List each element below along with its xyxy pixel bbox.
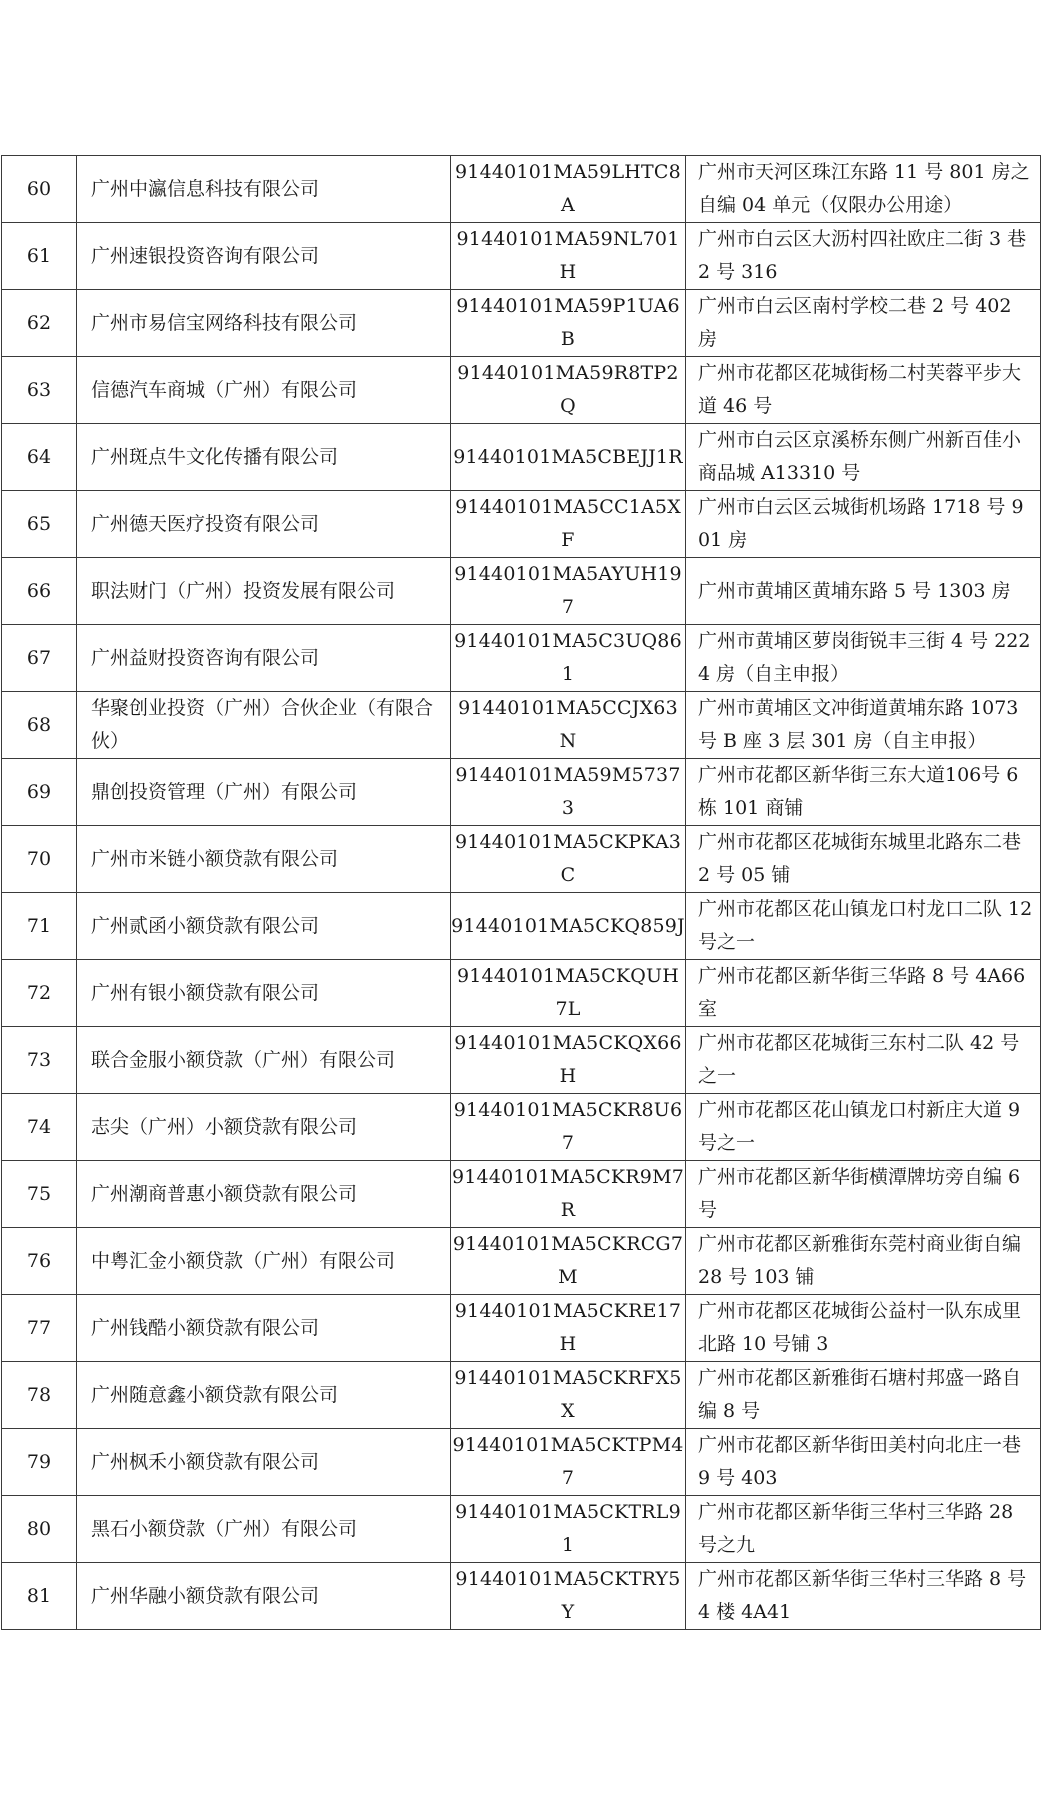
table-row: [2, 1094, 1041, 1161]
company-name-text: 广州德天医疗投资有限公司: [91, 512, 320, 535]
table-row: [2, 290, 1041, 357]
address-text: 广州市白云区大沥村四社欧庄二街 3 巷 2 号 316: [698, 228, 1027, 283]
company-name-cell: [77, 491, 451, 558]
company-name-text: 广州潮商普惠小额贷款有限公司: [91, 1182, 358, 1205]
company-name-cell: [77, 424, 451, 491]
table-row: [2, 558, 1041, 625]
credit-code-cell: [451, 692, 686, 759]
table-row: [2, 424, 1041, 491]
credit-code-cell: [451, 558, 686, 625]
company-registry-table: [1, 155, 1041, 1630]
address-cell: [686, 558, 1041, 625]
table-row: [2, 1161, 1041, 1228]
row-number-text: 71: [26, 914, 52, 937]
table-row: [2, 1027, 1041, 1094]
company-name-text: 广州华融小额贷款有限公司: [91, 1584, 320, 1607]
row-number-text: 67: [26, 646, 52, 669]
company-name-text: 志尖（广州）小额贷款有限公司: [91, 1115, 358, 1138]
credit-code-text: 91440101MA5CKPKA3C: [454, 831, 682, 886]
company-name-text: 职法财门（广州）投资发展有限公司: [91, 579, 396, 602]
credit-code-cell: [451, 826, 686, 893]
address-cell: [686, 893, 1041, 960]
company-name-text: 广州随意鑫小额贷款有限公司: [91, 1383, 339, 1406]
credit-code-text: 91440101MA5CC1A5XF: [455, 496, 681, 551]
company-name-text: 广州益财投资咨询有限公司: [91, 646, 320, 669]
address-text: 广州市花都区新华街三东大道106号 6 栋 101 商铺: [698, 764, 1019, 819]
row-number-text: 74: [26, 1115, 52, 1138]
company-name-cell: [77, 692, 451, 759]
company-name-cell: [77, 1429, 451, 1496]
table-body: [2, 156, 1041, 1630]
company-name-cell: [77, 1228, 451, 1295]
credit-code-text: 91440101MA5CKTRL91: [455, 1501, 681, 1556]
row-number-cell: [2, 960, 77, 1027]
row-number-text: 75: [26, 1182, 52, 1205]
row-number-text: 61: [26, 244, 52, 267]
address-cell: [686, 424, 1041, 491]
credit-code-cell: [451, 357, 686, 424]
row-number-text: 65: [26, 512, 52, 535]
row-number-text: 79: [26, 1450, 52, 1473]
row-number-text: 63: [26, 378, 52, 401]
company-name-text: 鼎创投资管理（广州）有限公司: [91, 780, 358, 803]
address-cell: [686, 759, 1041, 826]
company-name-cell: [77, 1161, 451, 1228]
address-text: 广州市花都区花城街公益村一队东成里北路 10 号铺 3: [698, 1300, 1022, 1355]
row-number-text: 66: [26, 579, 52, 602]
row-number-cell: [2, 1496, 77, 1563]
credit-code-text: 91440101MA5CKR8U67: [453, 1099, 683, 1154]
row-number-cell: [2, 1161, 77, 1228]
company-name-text: 联合金服小额贷款（广州）有限公司: [91, 1048, 396, 1071]
company-name-cell: [77, 893, 451, 960]
address-text: 广州市花都区新华街三华村三华路 8 号 4 楼 4A41: [698, 1568, 1027, 1623]
company-name-cell: [77, 625, 451, 692]
address-text: 广州市黄埔区萝岗街锐丰三街 4 号 2224 房（自主申报）: [698, 630, 1031, 685]
address-text: 广州市花都区新雅街东莞村商业街自编 28 号 103 铺: [698, 1233, 1022, 1288]
credit-code-text: 91440101MA5AYUH197: [454, 563, 682, 618]
address-text: 广州市花都区新华街田美村向北庄一巷 9 号 403: [698, 1434, 1022, 1489]
company-name-cell: [77, 357, 451, 424]
company-name-cell: [77, 1094, 451, 1161]
credit-code-text: 91440101MA59NL701H: [456, 228, 680, 283]
table-row: [2, 960, 1041, 1027]
table-row: [2, 1228, 1041, 1295]
address-cell: [686, 223, 1041, 290]
credit-code-cell: [451, 1362, 686, 1429]
address-cell: [686, 1027, 1041, 1094]
row-number-cell: [2, 1563, 77, 1630]
credit-code-text: 91440101MA59P1UA6B: [456, 295, 680, 350]
credit-code-text: 91440101MA5CCJX63N: [458, 697, 678, 752]
row-number-text: 78: [26, 1383, 52, 1406]
row-number-cell: [2, 1094, 77, 1161]
credit-code-text: 91440101MA5CKRCG7M: [452, 1233, 684, 1288]
address-text: 广州市花都区花山镇龙口村新庄大道 9 号之一: [698, 1099, 1021, 1154]
address-text: 广州市花都区花山镇龙口村龙口二队 12 号之一: [698, 898, 1033, 953]
address-cell: [686, 156, 1041, 223]
table-row: [2, 759, 1041, 826]
row-number-cell: [2, 625, 77, 692]
credit-code-text: 91440101MA5CKR9M7R: [451, 1166, 685, 1221]
credit-code-text: 91440101MA5CKTPM47: [452, 1434, 684, 1489]
credit-code-text: 91440101MA59M57373: [455, 764, 681, 819]
table-row: [2, 625, 1041, 692]
row-number-cell: [2, 1362, 77, 1429]
address-cell: [686, 1563, 1041, 1630]
table-row: [2, 357, 1041, 424]
address-text: 广州市花都区新华街三华村三华路 28 号之九: [698, 1501, 1014, 1556]
row-number-cell: [2, 223, 77, 290]
address-cell: [686, 491, 1041, 558]
row-number-text: 62: [26, 311, 52, 334]
company-name-text: 中粤汇金小额贷款（广州）有限公司: [91, 1249, 396, 1272]
address-text: 广州市白云区京溪桥东侧广州新百佳小商品城 A13310 号: [698, 429, 1022, 484]
credit-code-cell: [451, 625, 686, 692]
address-text: 广州市花都区新华街三华路 8 号 4A66 室: [698, 965, 1026, 1020]
company-name-text: 广州有银小额贷款有限公司: [91, 981, 320, 1004]
credit-code-text: 91440101MA5CKTRY5Y: [455, 1568, 681, 1623]
row-number-text: 70: [26, 847, 52, 870]
company-name-cell: [77, 826, 451, 893]
table-row: [2, 1563, 1041, 1630]
row-number-cell: [2, 424, 77, 491]
credit-code-cell: [451, 424, 686, 491]
company-name-text: 广州速银投资咨询有限公司: [91, 244, 320, 267]
credit-code-text: 91440101MA5C3UQ861: [454, 630, 682, 685]
credit-code-cell: [451, 1563, 686, 1630]
credit-code-cell: [451, 893, 686, 960]
company-name-cell: [77, 1295, 451, 1362]
address-text: 广州市花都区花城街杨二村芙蓉平步大道 46 号: [698, 362, 1022, 417]
row-number-text: 73: [26, 1048, 52, 1071]
row-number-cell: [2, 491, 77, 558]
address-text: 广州市白云区南村学校二巷 2 号 402 房: [698, 295, 1012, 350]
credit-code-cell: [451, 1228, 686, 1295]
row-number-cell: [2, 826, 77, 893]
address-text: 广州市黄埔区文冲街道黄埔东路 1073 号 B 座 3 层 301 房（自主申报）: [698, 697, 1019, 752]
address-text: 广州市黄埔区黄埔东路 5 号 1303 房: [698, 579, 1011, 602]
address-cell: [686, 1429, 1041, 1496]
row-number-cell: [2, 1228, 77, 1295]
credit-code-text: 91440101MA59R8TP2Q: [457, 362, 679, 417]
company-name-cell: [77, 960, 451, 1027]
row-number-cell: [2, 156, 77, 223]
address-cell: [686, 960, 1041, 1027]
credit-code-cell: [451, 491, 686, 558]
credit-code-text: 91440101MA5CKQUH7L: [456, 965, 680, 1020]
company-name-cell: [77, 759, 451, 826]
row-number-text: 80: [26, 1517, 52, 1540]
table-row: [2, 1429, 1041, 1496]
company-name-text: 广州贰函小额贷款有限公司: [91, 914, 320, 937]
row-number-cell: [2, 290, 77, 357]
row-number-text: 77: [26, 1316, 52, 1339]
company-name-text: 广州市易信宝网络科技有限公司: [91, 311, 358, 334]
table-row: [2, 893, 1041, 960]
address-cell: [686, 625, 1041, 692]
address-cell: [686, 1362, 1041, 1429]
company-name-cell: [77, 558, 451, 625]
credit-code-cell: [451, 960, 686, 1027]
row-number-cell: [2, 1295, 77, 1362]
row-number-text: 64: [26, 445, 52, 468]
credit-code-cell: [451, 1429, 686, 1496]
company-name-text: 黑石小额贷款（广州）有限公司: [91, 1517, 358, 1540]
row-number-cell: [2, 759, 77, 826]
row-number-text: 60: [26, 177, 52, 200]
address-cell: [686, 357, 1041, 424]
table-row: [2, 1295, 1041, 1362]
credit-code-text: 91440101MA5CKQX66H: [454, 1032, 682, 1087]
address-cell: [686, 1094, 1041, 1161]
credit-code-cell: [451, 759, 686, 826]
credit-code-text: 91440101MA5CKQ859J: [451, 914, 685, 937]
row-number-cell: [2, 692, 77, 759]
credit-code-text: 91440101MA59LHTC8A: [455, 161, 681, 216]
address-text: 广州市花都区新华街横潭牌坊旁自编 6 号: [698, 1166, 1021, 1221]
company-name-cell: [77, 1362, 451, 1429]
table-row: [2, 223, 1041, 290]
row-number-cell: [2, 357, 77, 424]
address-cell: [686, 1295, 1041, 1362]
company-name-text: 广州中瀛信息科技有限公司: [91, 177, 320, 200]
address-text: 广州市花都区新雅街石塘村邦盛一路自编 8 号: [698, 1367, 1022, 1422]
company-name-text: 广州枫禾小额贷款有限公司: [91, 1450, 320, 1473]
credit-code-cell: [451, 290, 686, 357]
address-cell: [686, 1228, 1041, 1295]
row-number-cell: [2, 1027, 77, 1094]
company-name-text: 广州钱酷小额贷款有限公司: [91, 1316, 320, 1339]
row-number-cell: [2, 1429, 77, 1496]
company-name-text: 广州斑点牛文化传播有限公司: [91, 445, 339, 468]
row-number-text: 69: [26, 780, 52, 803]
credit-code-cell: [451, 223, 686, 290]
credit-code-text: 91440101MA5CBEJJ1R: [453, 445, 683, 468]
company-name-cell: [77, 1027, 451, 1094]
address-cell: [686, 1496, 1041, 1563]
company-name-text: 华聚创业投资（广州）合伙企业（有限合伙）: [91, 697, 434, 752]
row-number-text: 72: [26, 981, 52, 1004]
credit-code-text: 91440101MA5CKRFX5X: [454, 1367, 682, 1422]
address-cell: [686, 290, 1041, 357]
address-cell: [686, 692, 1041, 759]
table-row: [2, 826, 1041, 893]
company-name-cell: [77, 1563, 451, 1630]
credit-code-cell: [451, 1027, 686, 1094]
address-text: 广州市白云区云城街机场路 1718 号 901 房: [698, 496, 1024, 551]
address-cell: [686, 826, 1041, 893]
address-text: 广州市花都区花城街三东村二队 42 号之一: [698, 1032, 1020, 1087]
company-name-cell: [77, 290, 451, 357]
table-row: [2, 692, 1041, 759]
row-number-text: 68: [26, 713, 52, 736]
table-row: [2, 1496, 1041, 1563]
address-text: 广州市花都区花城街东城里北路东二巷 2 号 05 铺: [698, 831, 1022, 886]
credit-code-cell: [451, 1496, 686, 1563]
company-name-cell: [77, 223, 451, 290]
address-cell: [686, 1161, 1041, 1228]
company-name-cell: [77, 1496, 451, 1563]
row-number-cell: [2, 893, 77, 960]
table-row: [2, 491, 1041, 558]
credit-code-cell: [451, 156, 686, 223]
company-name-text: 信德汽车商城（广州）有限公司: [91, 378, 358, 401]
row-number-text: 76: [26, 1249, 52, 1272]
table-row: [2, 156, 1041, 223]
table-row: [2, 1362, 1041, 1429]
credit-code-text: 91440101MA5CKRE17H: [454, 1300, 682, 1355]
credit-code-cell: [451, 1295, 686, 1362]
row-number-cell: [2, 558, 77, 625]
address-text: 广州市天河区珠江东路 11 号 801 房之自编 04 单元（仅限办公用途）: [698, 161, 1030, 216]
company-name-cell: [77, 156, 451, 223]
credit-code-cell: [451, 1161, 686, 1228]
company-name-text: 广州市米链小额贷款有限公司: [91, 847, 339, 870]
row-number-text: 81: [26, 1584, 52, 1607]
credit-code-cell: [451, 1094, 686, 1161]
